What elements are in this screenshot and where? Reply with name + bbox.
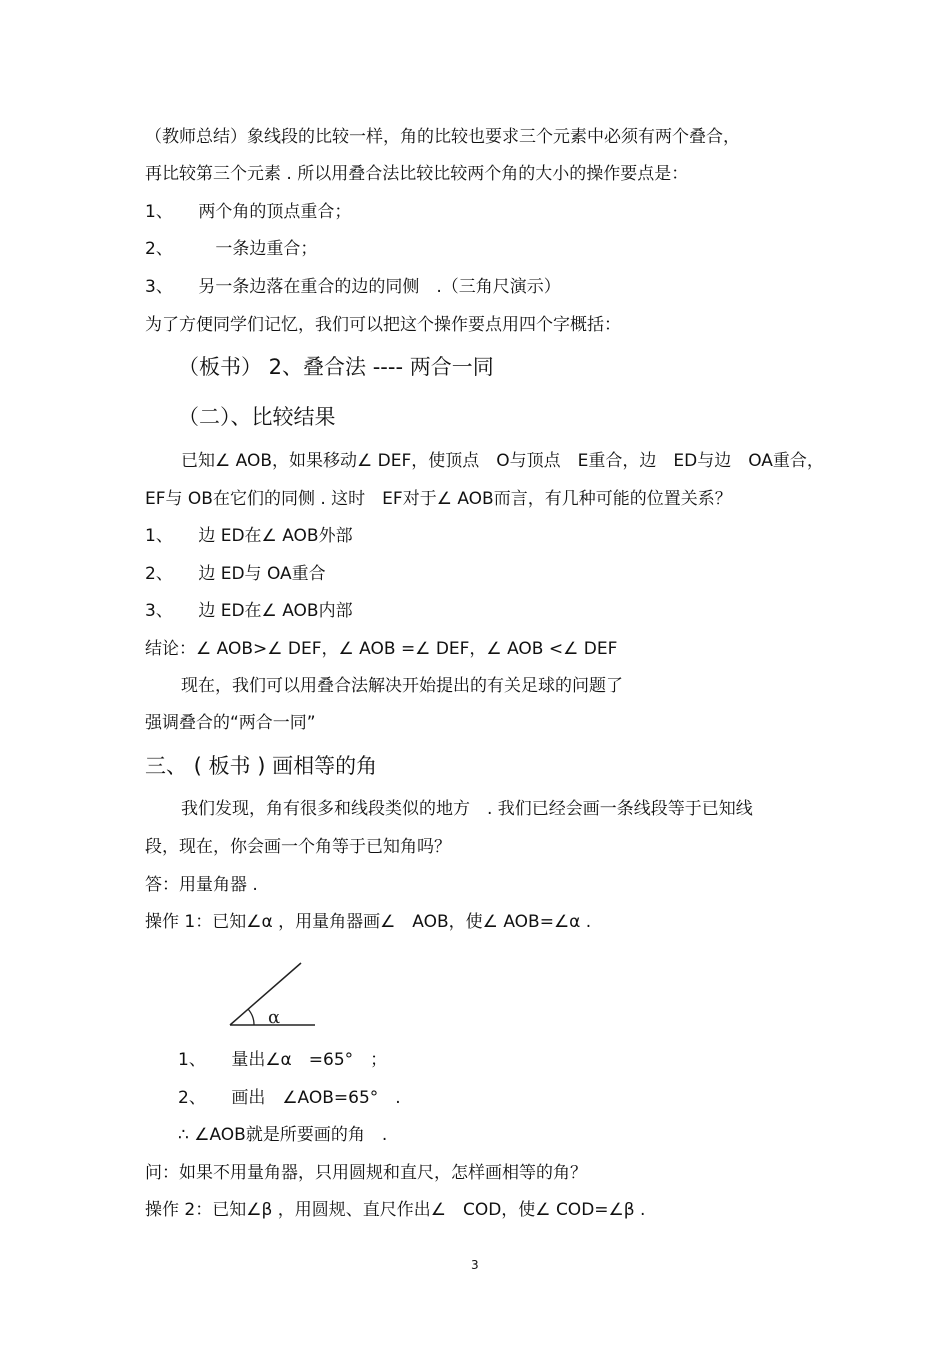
paragraph-line: 已知∠ AOB，如果移动∠ DEF，使顶点 O与顶点 E重合，边 ED与边 OA重合，	[181, 451, 824, 471]
list-item: 3、 边 ED在∠ AOB内部	[145, 601, 353, 621]
paragraph-line: 为了方便同学们记忆，我们可以把这个操作要点用四个字概括：	[145, 315, 621, 335]
conclusion-line: 结论：∠ AOB>∠ DEF，∠ AOB =∠ DEF，∠ AOB <∠ DEF	[145, 639, 618, 659]
angle-arc	[248, 1009, 254, 1025]
paragraph-line: 现在，我们可以用叠合法解决开始提出的有关足球的问题了	[181, 676, 623, 696]
step-item: ∴ ∠AOB就是所要画的角 .	[178, 1125, 388, 1145]
list-item: 2、 边 ED与 OA重合	[145, 564, 326, 584]
paragraph-line: 答：用量角器 .	[145, 875, 258, 895]
paragraph-line: （教师总结）象线段的比较一样，角的比较也要求三个元素中必须有两个叠合，	[145, 127, 740, 147]
list-item: 2、 一条边重合；	[145, 239, 318, 259]
paragraph-line: 操作 1：已知∠α ，用量角器画∠ AOB，使∠ AOB=∠α .	[145, 912, 592, 932]
list-item: 1、 边 ED在∠ AOB外部	[145, 526, 353, 546]
angle-label: α	[268, 1007, 281, 1028]
list-item: 3、 另一条边落在重合的边的同侧 .（三角尺演示）	[145, 277, 561, 297]
angle-ray-upper	[230, 963, 301, 1025]
step-item: 1、 量出∠α =65° ；	[178, 1050, 388, 1070]
section-heading: 三、 ( 板书 ) 画相等的角	[145, 754, 378, 778]
paragraph-line: 操作 2：已知∠β ，用圆规、直尺作出∠ COD，使∠ COD=∠β .	[145, 1200, 646, 1220]
list-item: 1、 两个角的顶点重合；	[145, 202, 352, 222]
paragraph-line: 段，现在，你会画一个角等于已知角吗？	[145, 837, 451, 857]
paragraph-line: 再比较第三个元素 . 所以用叠合法比较比较两个角的大小的操作要点是：	[145, 164, 689, 184]
paragraph-line: 问：如果不用量角器，只用圆规和直尺，怎样画相等的角？	[145, 1163, 587, 1183]
step-item: 2、 画出 ∠AOB=65° .	[178, 1088, 401, 1108]
paragraph-line: 我们发现，角有很多和线段类似的地方 . 我们已经会画一条线段等于已知线	[181, 799, 753, 819]
board-note: （板书） 2、叠合法 ---- 两合一同	[178, 355, 494, 379]
paragraph-line: 强调叠合的“两合一同”	[145, 713, 316, 733]
paragraph-line: EF与 OB在它们的同侧 . 这时 EF对于∠ AOB而言，有几种可能的位置关系？	[145, 489, 732, 509]
section-heading: （二）、比较结果	[178, 405, 336, 429]
angle-alpha-figure	[220, 955, 325, 1035]
page-number: 3	[471, 1258, 479, 1272]
